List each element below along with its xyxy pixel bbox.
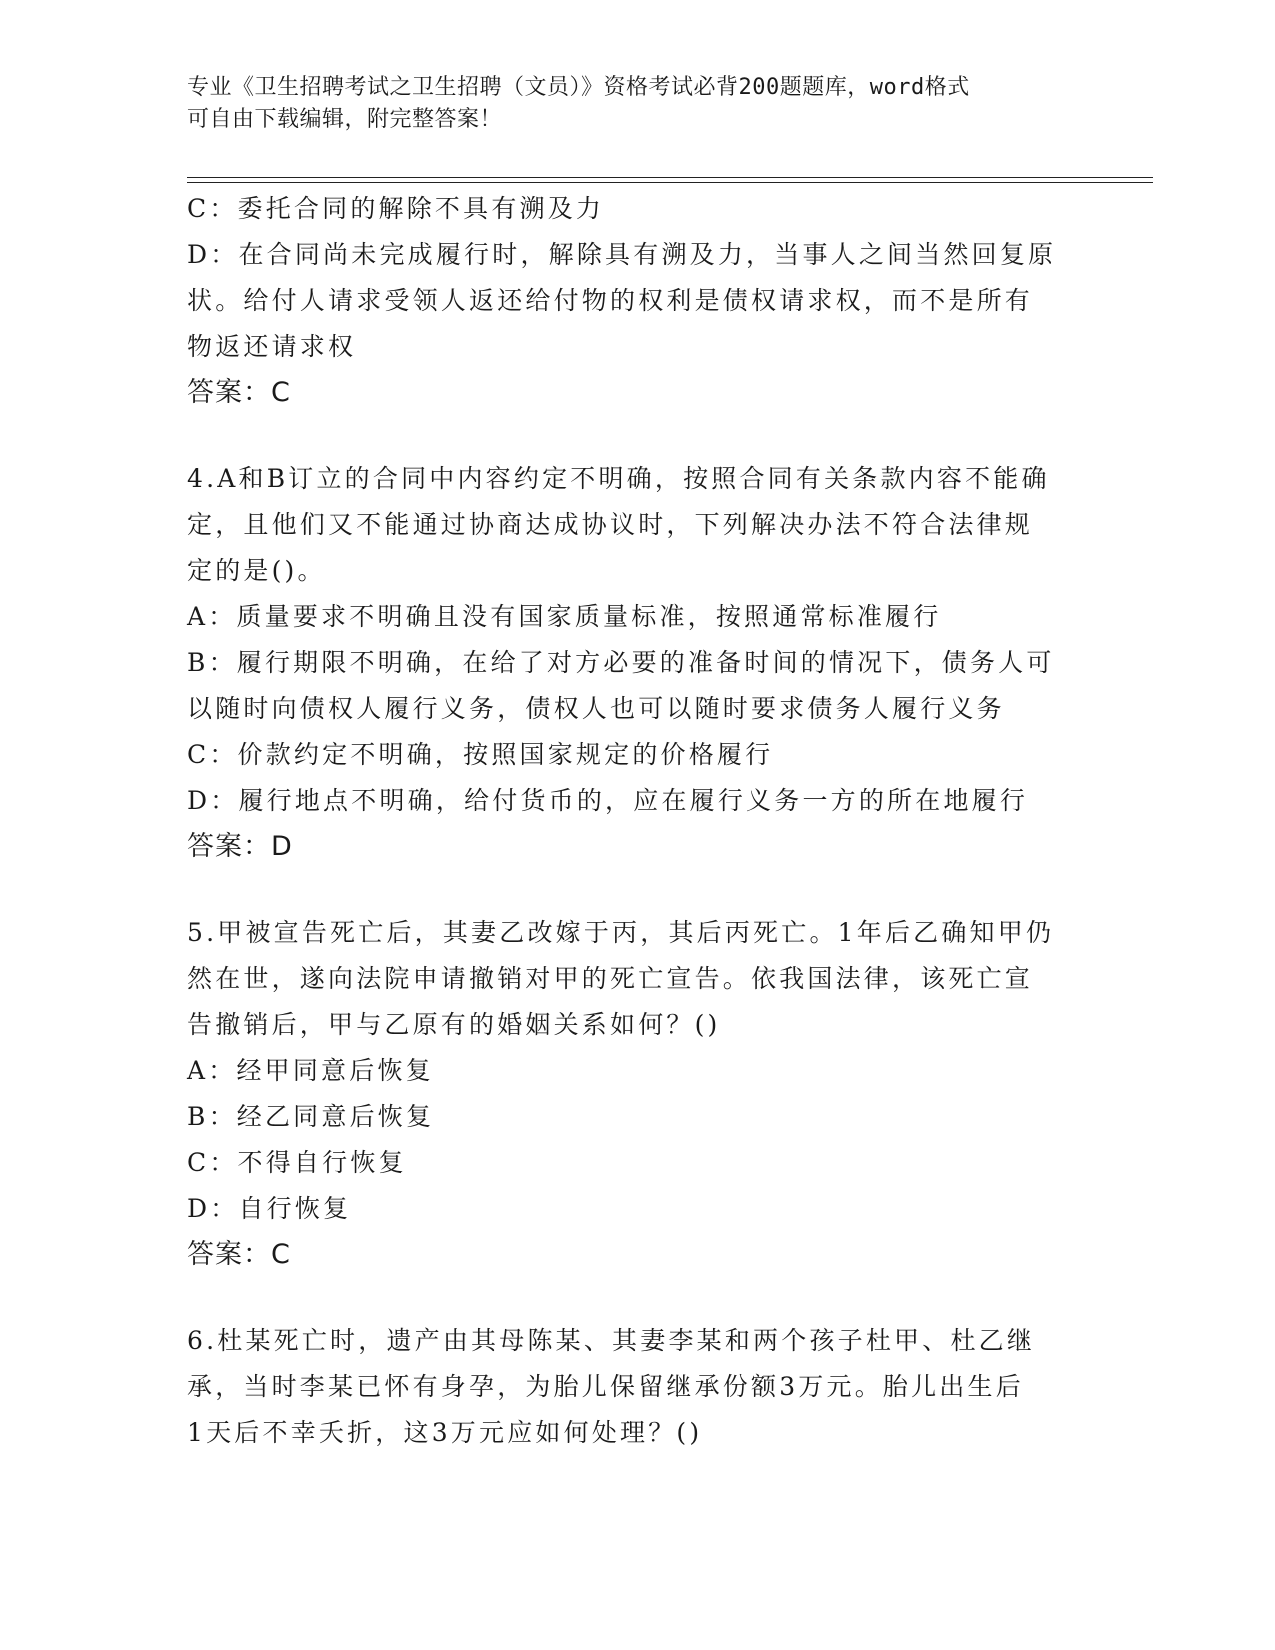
q4-stem-line-2: 定，且他们又不能通过协商达成协议时，下列解决办法不符合法律规 <box>187 510 1034 539</box>
q3-option-d-line-2: 状。给付人请求受领人返还给付物的权利是债权请求权，而不是所有 <box>187 286 1034 315</box>
q6-stem-line-1: 6.杜某死亡时，遗产由其母陈某、其妻李某和两个孩子杜甲、杜乙继 <box>187 1326 1036 1355</box>
header-divider-top <box>187 177 1153 178</box>
question-6 <box>187 1318 1087 1456</box>
q5-option-c: C：不得自行恢复 <box>187 1148 407 1177</box>
q3-option-c: C：委托合同的解除不具有溯及力 <box>187 194 605 223</box>
header-divider-bottom <box>187 182 1153 183</box>
q3-answer: 答案：C <box>187 377 291 408</box>
question-spacer <box>187 416 1087 456</box>
document-header <box>187 72 1067 136</box>
q4-answer: 答案：D <box>187 831 293 862</box>
question-4 <box>187 456 1087 870</box>
question-3 <box>187 186 1087 416</box>
q3-option-d-line-3: 物返还请求权 <box>187 332 357 361</box>
header-line-1: 专业《卫生招聘考试之卫生招聘（文员）》资格考试必背200题题库，word格式 <box>187 75 970 100</box>
q3-option-d-line-1: D：在合同尚未完成履行时，解除具有溯及力，当事人之间当然回复原 <box>187 240 1057 269</box>
question-5 <box>187 910 1087 1278</box>
q4-option-a: A：质量要求不明确且没有国家质量标准，按照通常标准履行 <box>187 602 942 631</box>
q5-option-d: D：自行恢复 <box>187 1194 352 1223</box>
q6-stem-line-2: 承，当时李某已怀有身孕，为胎儿保留继承份额3万元。胎儿出生后 <box>187 1372 1024 1401</box>
q5-stem-line-1: 5.甲被宣告死亡后，其妻乙改嫁于丙，其后丙死亡。1年后乙确知甲仍 <box>187 918 1055 947</box>
q6-stem-line-3: 1天后不幸夭折，这3万元应如何处理？() <box>187 1418 703 1447</box>
q4-option-d: D：履行地点不明确，给付货币的，应在履行义务一方的所在地履行 <box>187 786 1029 815</box>
question-spacer <box>187 870 1087 910</box>
question-list <box>187 186 1087 1456</box>
q4-option-c: C：价款约定不明确，按照国家规定的价格履行 <box>187 740 774 769</box>
q5-option-a: A：经甲同意后恢复 <box>187 1056 434 1085</box>
header-line-2: 可自由下载编辑，附完整答案！ <box>187 107 503 132</box>
q4-option-b-line-2: 以随时向债权人履行义务，债权人也可以随时要求债务人履行义务 <box>187 694 1005 723</box>
q5-answer: 答案：C <box>187 1239 291 1270</box>
q4-option-b-line-1: B：履行期限不明确，在给了对方必要的准备时间的情况下，债务人可 <box>187 648 1055 677</box>
q4-stem-line-3: 定的是()。 <box>187 556 326 585</box>
q4-stem-line-1: 4.A和B订立的合同中内容约定不明确，按照合同有关条款内容不能确 <box>187 464 1050 493</box>
q5-stem-line-3: 告撤销后，甲与乙原有的婚姻关系如何？() <box>187 1010 721 1039</box>
q5-stem-line-2: 然在世，遂向法院申请撤销对甲的死亡宣告。依我国法律，该死亡宣 <box>187 964 1034 993</box>
question-spacer <box>187 1278 1087 1318</box>
q5-option-b: B：经乙同意后恢复 <box>187 1102 435 1131</box>
